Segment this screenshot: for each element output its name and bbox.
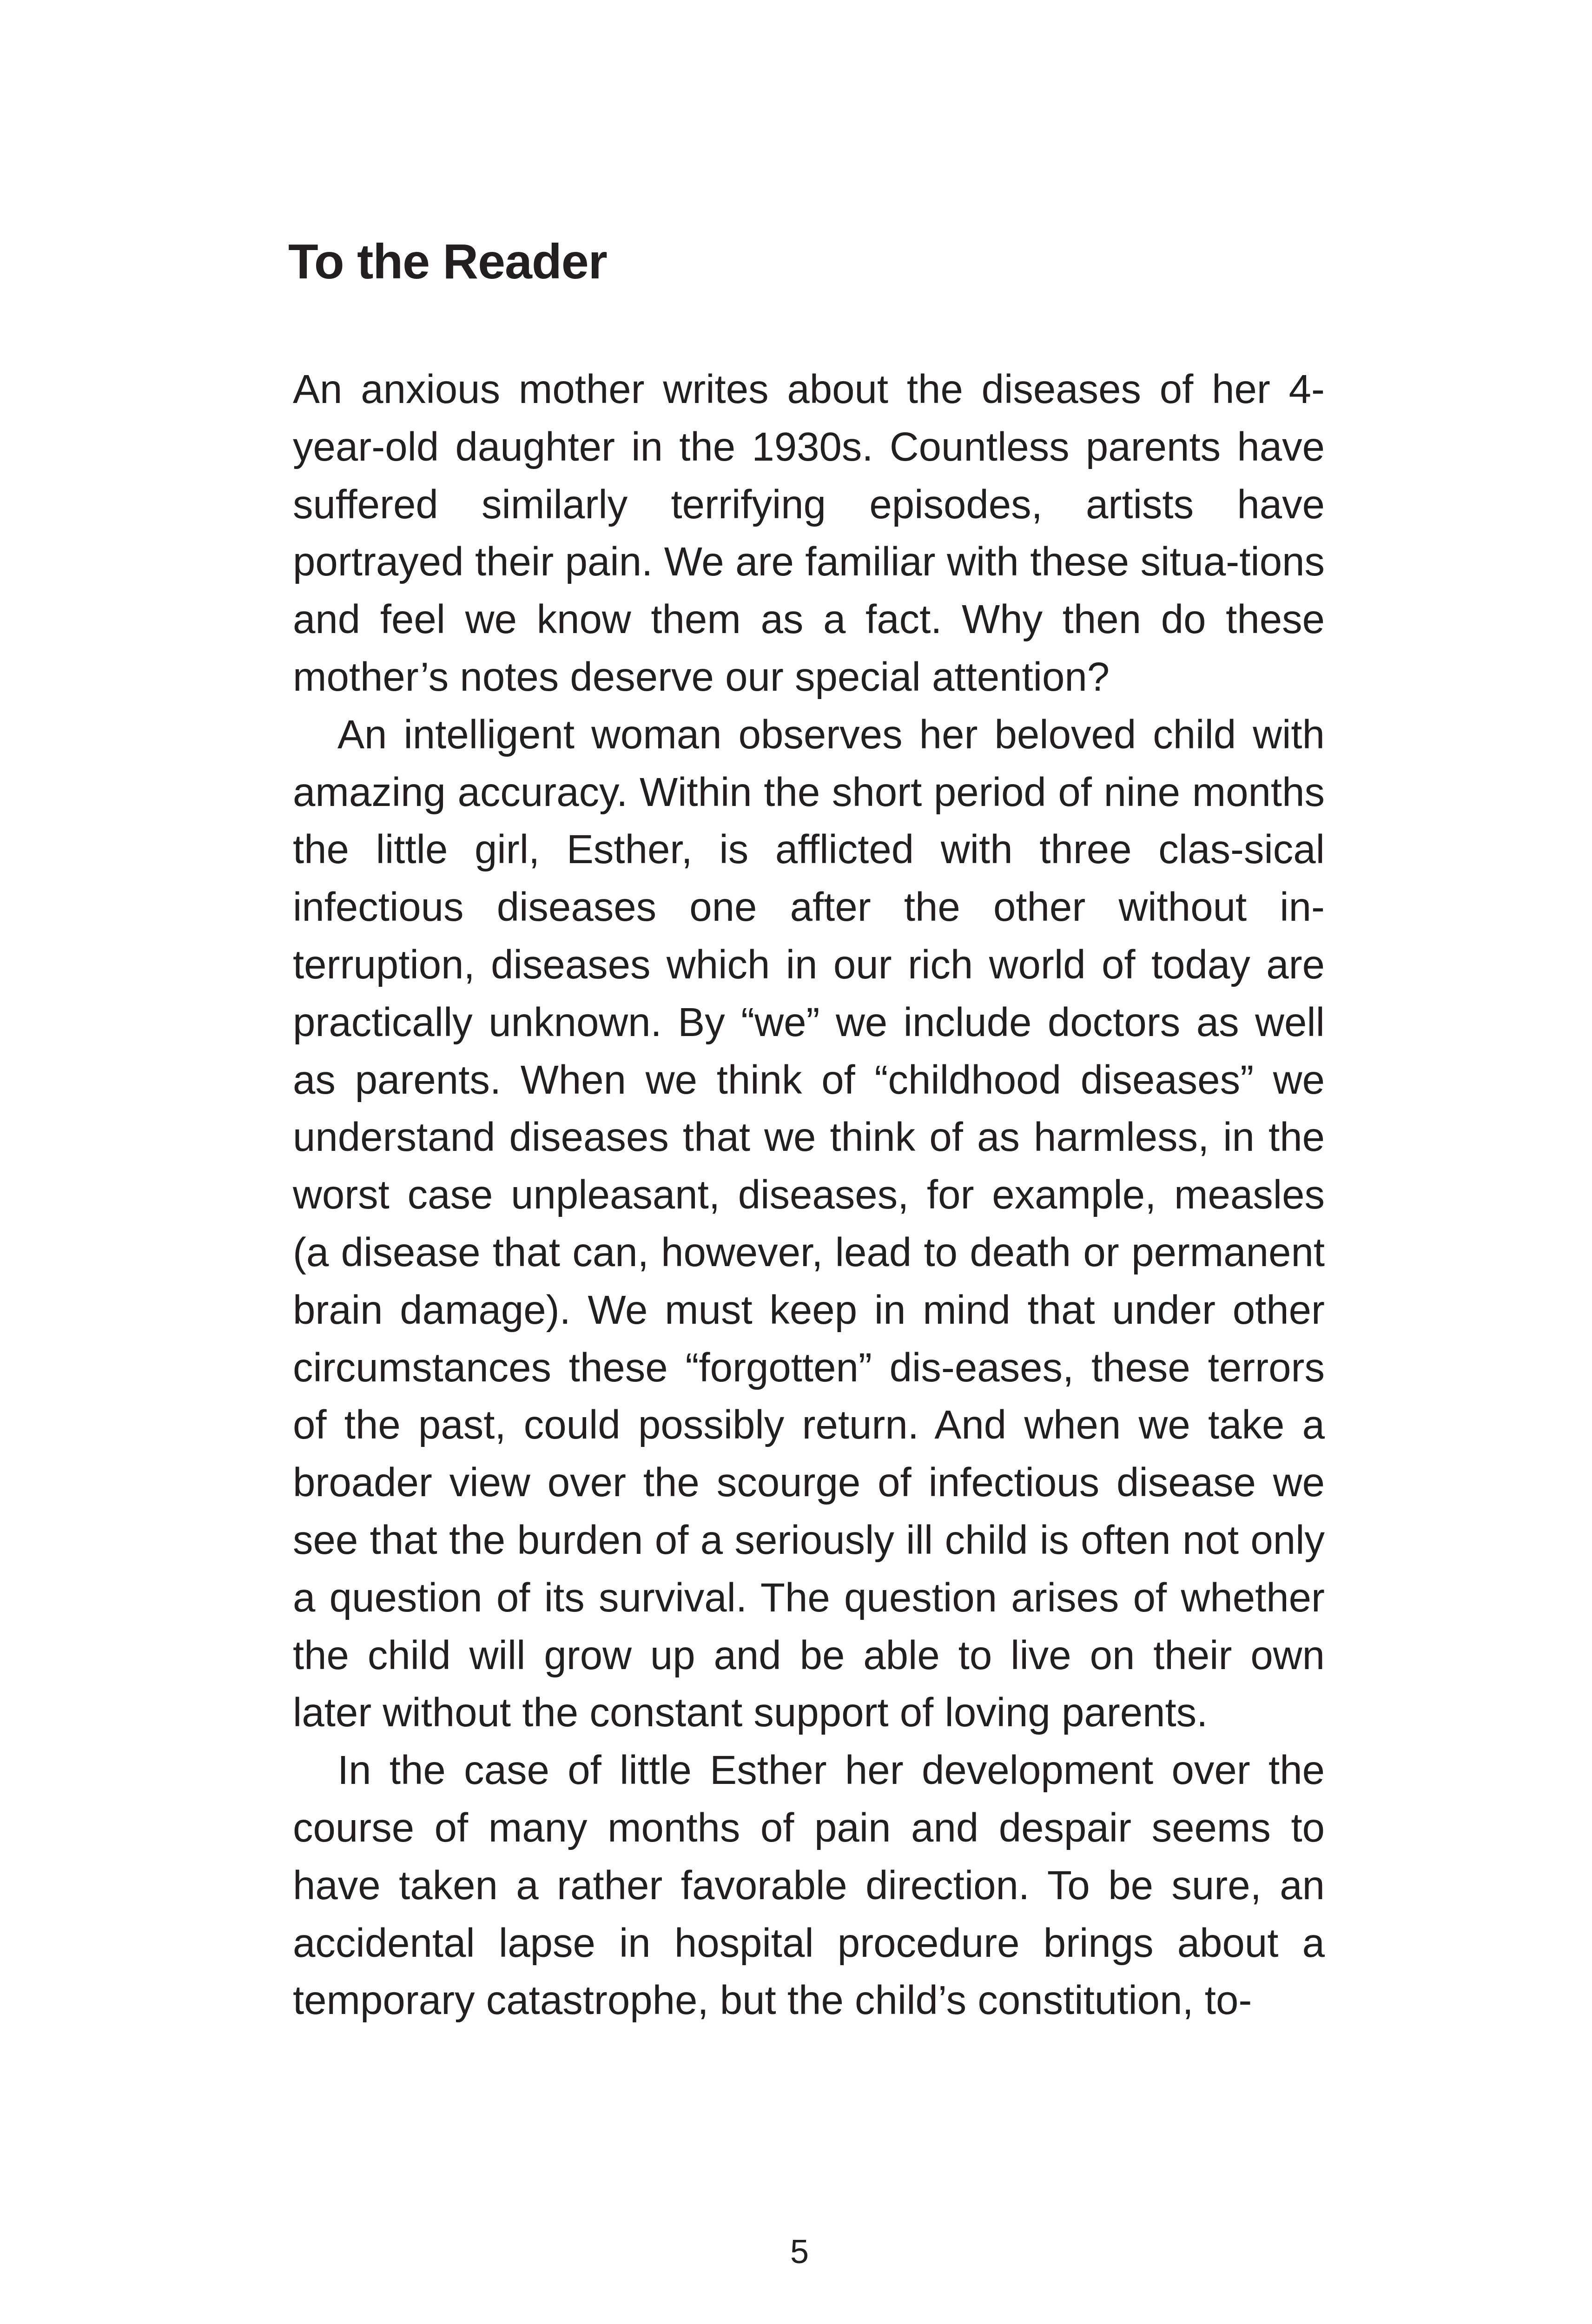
page-number: 5 xyxy=(790,2233,809,2271)
paragraph-1: An anxious mother writes about the diseases of her 4-year-old daughter in the 1930s. Countless parents have suffered similarly terrifying episodes, artists have portrayed their pain. We are familiar with these situa-tions and feel we know them as a fact. Why then do these mother’s notes deserve our special attention? xyxy=(293,367,1325,700)
body-text xyxy=(293,361,1325,2029)
paragraph-3: In the case of little Esther her development over the course of many months of pain and despair seems to have taken a rather favorable direction. To be sure, an accidental lapse in hospital procedure brings about a temporary catastrophe, but the child’s constitution, to- xyxy=(293,1748,1325,2023)
paragraph-2: An intelligent woman observes her beloved child with amazing accuracy. Within the short period of nine months the little girl, Esther, is afflicted with three clas-sical infectious diseases one after the other without in-terruption, diseases which in our rich world of today are practically unknown. By “we” we include doctors as well as parents. When we think of “childhood diseases” we understand diseases that we think of as harmless, in the worst case unpleasant, diseases, for example, measles (a disease that can, however, lead to death or permanent brain damage). We must keep in mind that under other circumstances these “forgotten” dis-eases, these terrors of the past, could possibly return. And when we take a broader view over the scourge of infectious disease we see that the burden of a seriously ill child is often not only a question of its survival. The question arises of whether the child will grow up and be able to live on their own later without the constant support of loving parents. xyxy=(293,712,1325,1736)
chapter-heading: To the Reader xyxy=(288,234,607,289)
